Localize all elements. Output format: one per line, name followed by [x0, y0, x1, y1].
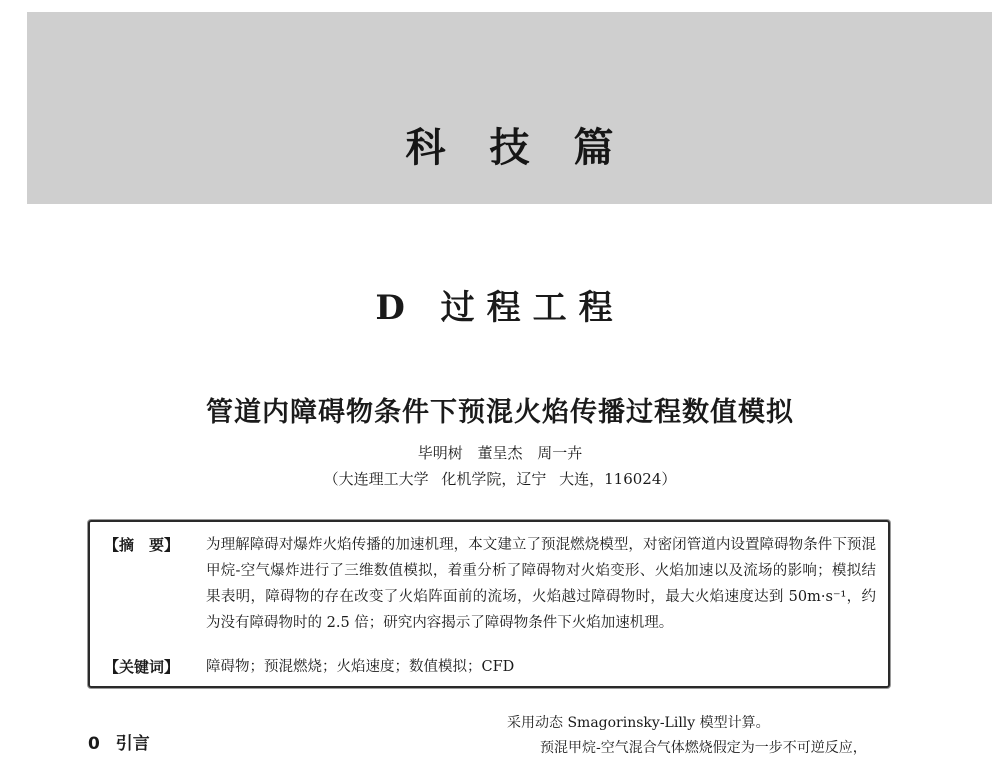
article-title: 管道内障碍物条件下预混火焰传播过程数值模拟 [206, 397, 794, 428]
banner-title: 科技篇 [405, 125, 658, 171]
authors: 毕明树 董呈杰 周一卉 [417, 444, 583, 462]
abstract-text: 为理解障碍对爆炸火焰传播的加速机理，本文建立了预混燃烧模型，对密闭管道内设置障碍物条件下预混甲烷-空气爆炸进行了三维数值模拟，着重分析了障碍物对火焰变形、火焰加速以及流场的影响；模拟结果表明，障碍物的存在改变了火焰阵面前的流场，火焰越过障碍物时，最大火焰速度达到 50m·s⁻¹，约为没有障碍物时的 2.5 倍；研究内容揭示了障碍物条件下火焰加速机理。 [206, 537, 876, 631]
intro-heading: 0 引言 [88, 734, 150, 754]
section-heading: D 过程工程 [375, 288, 625, 328]
abstract-box [88, 520, 890, 688]
keywords-label: 【关键词】 [104, 658, 180, 676]
body-text-line: 预混甲烷-空气混合气体燃烧假定为一步不可逆反应， [540, 740, 867, 756]
abstract-label: 【摘 要】 [104, 536, 180, 554]
keywords-text: 障碍物；预混燃烧；火焰速度；数值模拟；CFD [206, 659, 515, 675]
banner [27, 12, 992, 204]
affiliation: （大连理工大学 化机学院，辽宁 大连，116024） [323, 470, 677, 488]
body-text-line: 采用动态 Smagorinsky-Lilly 模型计算。 [507, 715, 770, 731]
